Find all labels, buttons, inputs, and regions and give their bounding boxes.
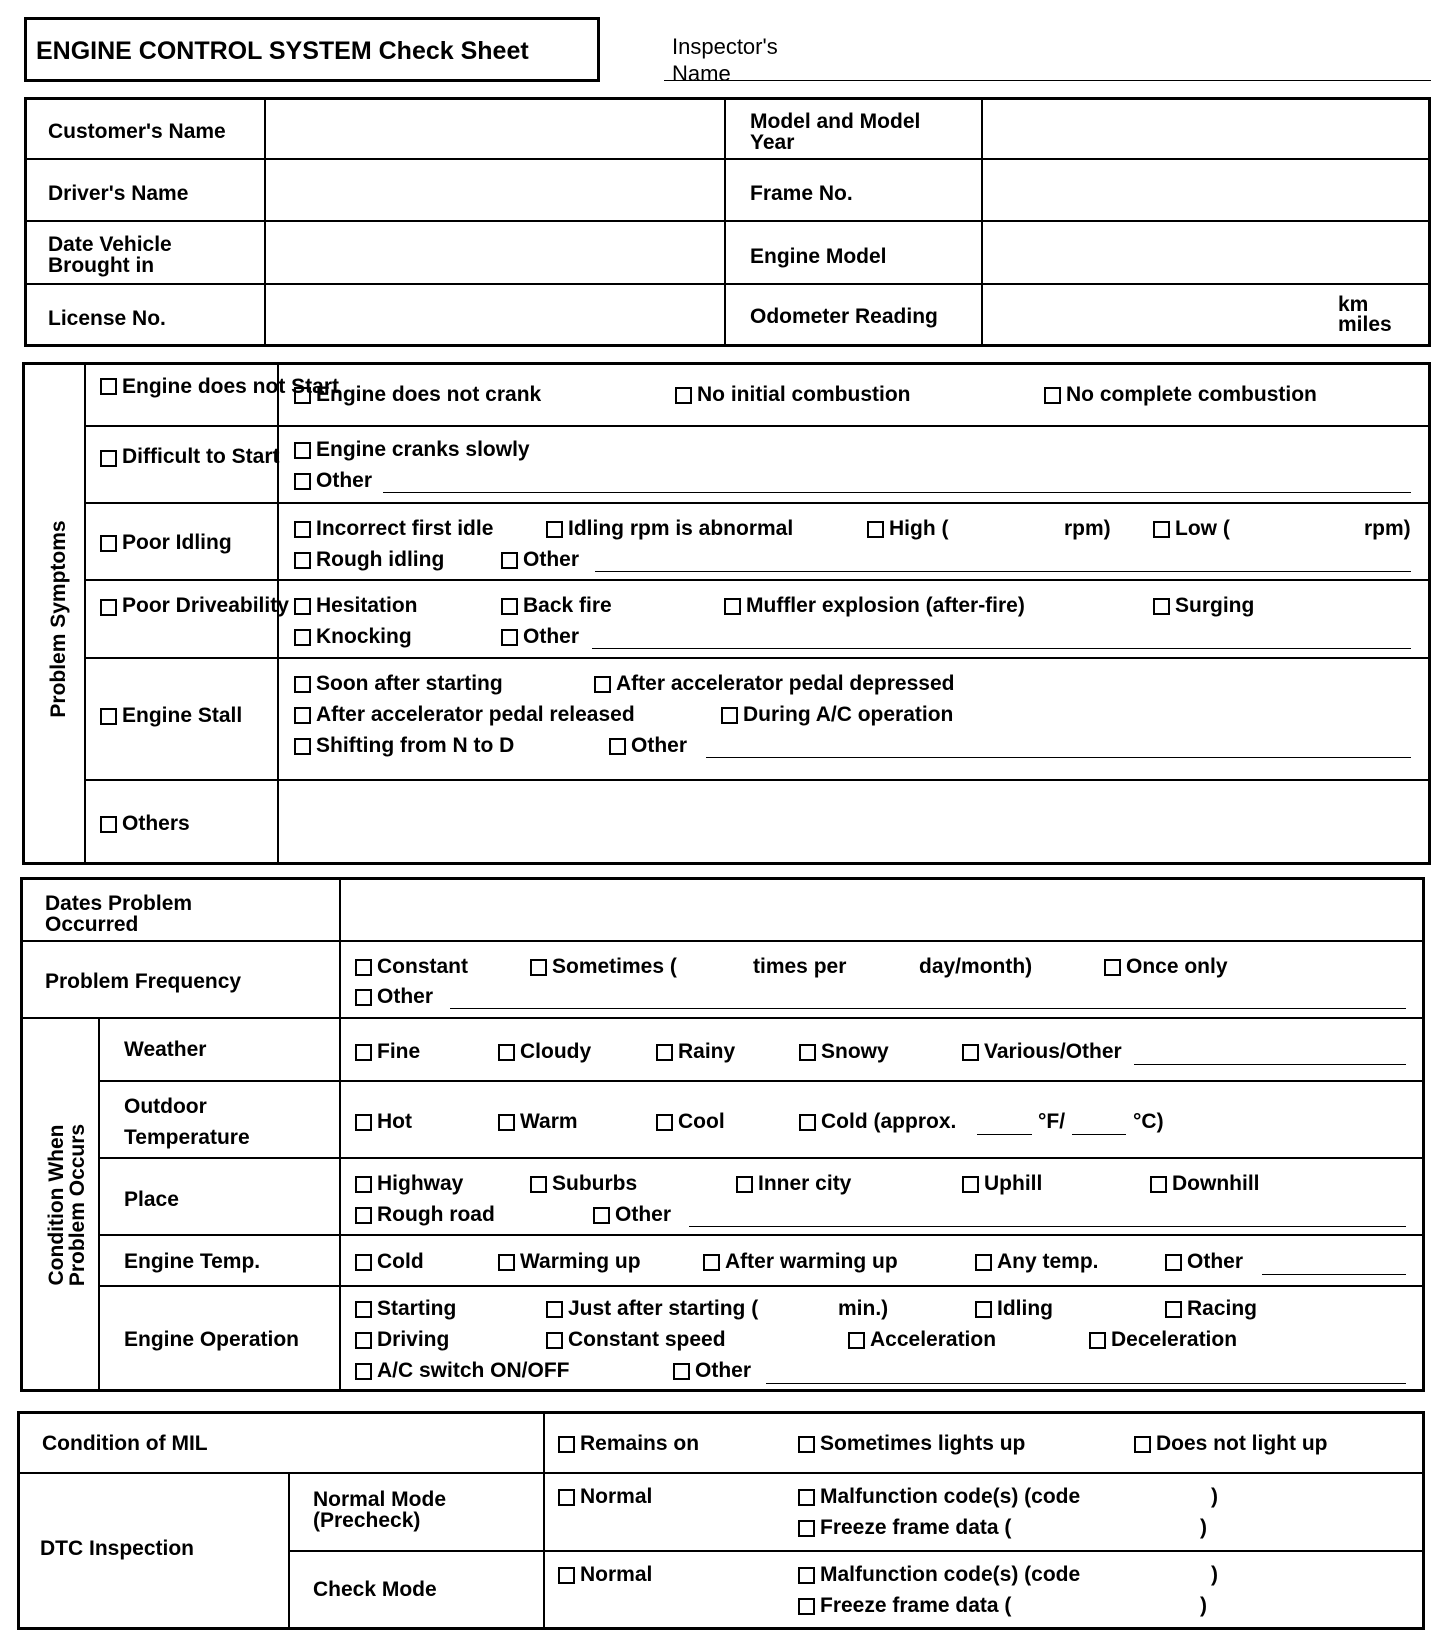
temp-c-line[interactable] xyxy=(1072,1134,1126,1135)
op-just-after-starting-option[interactable]: Just after starting ( xyxy=(546,1298,758,1320)
weather-label: Weather xyxy=(124,1038,207,1061)
place-inner-city-option[interactable]: Inner city xyxy=(736,1173,851,1195)
mil-does-not-light-option[interactable]: Does not light up xyxy=(1134,1433,1327,1455)
check-mode-malfunction-option[interactable]: Malfunction code(s) (code xyxy=(798,1564,1080,1586)
high-rpm-unit: rpm) xyxy=(1064,517,1111,540)
place-rough-road-option[interactable]: Rough road xyxy=(355,1204,495,1226)
normal-mode-malfunction-option[interactable]: Malfunction code(s) (code xyxy=(798,1486,1080,1508)
engine-temp-any-option[interactable]: Any temp. xyxy=(975,1251,1099,1273)
frequency-other-line[interactable] xyxy=(450,1008,1406,1009)
incorrect-first-idle-option[interactable]: Incorrect first idle xyxy=(294,518,493,540)
poor-idling-other-option[interactable]: Other xyxy=(501,549,579,571)
weather-snowy-option[interactable]: Snowy xyxy=(799,1041,889,1063)
place-highway-option[interactable]: Highway xyxy=(355,1173,463,1195)
difficult-start-checkbox[interactable]: Difficult to Start xyxy=(100,446,252,467)
weather-rainy-option[interactable]: Rainy xyxy=(656,1041,735,1063)
engine-temp-label: Engine Temp. xyxy=(124,1250,261,1273)
odometer-unit-km: km xyxy=(1338,293,1369,316)
weather-other-line[interactable] xyxy=(1134,1064,1406,1065)
op-starting-option[interactable]: Starting xyxy=(355,1298,456,1320)
page-title: ENGINE CONTROL SYSTEM Check Sheet xyxy=(36,37,529,65)
mil-sometimes-option[interactable]: Sometimes lights up xyxy=(798,1433,1025,1455)
precheck-label: (Precheck) xyxy=(313,1509,421,1532)
pedal-depressed-option[interactable]: After accelerator pedal depressed xyxy=(594,673,954,695)
idling-rpm-abnormal-option[interactable]: Idling rpm is abnormal xyxy=(546,518,793,540)
outdoor-label: Outdoor xyxy=(124,1095,207,1118)
difficult-start-other-option[interactable]: Other xyxy=(294,470,372,492)
constant-option[interactable]: Constant xyxy=(355,956,468,978)
license-no-field[interactable] xyxy=(266,285,722,345)
inspector-name-label: Inspector's Name xyxy=(672,34,778,86)
cranks-slowly-option[interactable]: Engine cranks slowly xyxy=(294,439,530,461)
temperature-label: Temperature xyxy=(124,1126,250,1149)
times-per-text: times per xyxy=(753,955,847,978)
low-rpm-unit: rpm) xyxy=(1364,517,1411,540)
poor-drive-other-option[interactable]: Other xyxy=(501,626,579,648)
weather-cloudy-option[interactable]: Cloudy xyxy=(498,1041,591,1063)
place-other-option[interactable]: Other xyxy=(593,1204,671,1226)
engine-model-field[interactable] xyxy=(983,222,1429,281)
temp-hot-option[interactable]: Hot xyxy=(355,1111,412,1133)
normal-mode-normal-option[interactable]: Normal xyxy=(558,1486,652,1508)
problem-symptoms-side-label: Problem Symptoms xyxy=(47,520,70,718)
weather-various-option[interactable]: Various/Other xyxy=(962,1041,1122,1063)
temp-warm-option[interactable]: Warm xyxy=(498,1111,578,1133)
engine-stall-other-line[interactable] xyxy=(706,757,1411,758)
temp-f-line[interactable] xyxy=(977,1134,1032,1135)
others-checkbox[interactable]: Others xyxy=(100,813,190,835)
during-ac-operation-option[interactable]: During A/C operation xyxy=(721,704,953,726)
dates-problem-field[interactable] xyxy=(342,880,1422,938)
check-mode-normal-option[interactable]: Normal xyxy=(558,1564,652,1586)
engine-temp-warming-up-option[interactable]: Warming up xyxy=(498,1251,641,1273)
driver-name-field[interactable] xyxy=(266,160,722,218)
op-constant-speed-option[interactable]: Constant speed xyxy=(546,1329,726,1351)
rough-idling-option[interactable]: Rough idling xyxy=(294,549,444,571)
check-mode-freeze-close: ) xyxy=(1200,1594,1207,1617)
engine-operation-label: Engine Operation xyxy=(124,1328,300,1351)
date-brought-in-label: Date Vehicle Brought in xyxy=(48,233,172,277)
engine-temp-after-warming-option[interactable]: After warming up xyxy=(703,1251,898,1273)
engine-temp-other-line[interactable] xyxy=(1262,1274,1406,1275)
engine-temp-cold-option[interactable]: Cold xyxy=(355,1251,424,1273)
engine-stall-checkbox[interactable]: Engine Stall xyxy=(100,705,242,727)
dates-problem-label: Dates Problem Occurred xyxy=(45,892,193,936)
dtc-inspection-label: DTC Inspection xyxy=(40,1537,195,1560)
no-complete-combustion-option[interactable]: No complete combustion xyxy=(1044,384,1317,406)
normal-mode-freeze-close: ) xyxy=(1200,1516,1207,1539)
knocking-option[interactable]: Knocking xyxy=(294,626,412,648)
poor-driveability-checkbox[interactable]: Poor Driveability xyxy=(100,595,252,616)
engine-stall-other-option[interactable]: Other xyxy=(609,735,687,757)
frame-no-field[interactable] xyxy=(983,160,1429,218)
no-initial-combustion-option[interactable]: No initial combustion xyxy=(675,384,911,406)
hesitation-option[interactable]: Hesitation xyxy=(294,595,418,617)
op-ac-switch-option[interactable]: A/C switch ON/OFF xyxy=(355,1360,570,1382)
pedal-released-option[interactable]: After accelerator pedal released xyxy=(294,704,635,726)
odometer-field[interactable] xyxy=(983,285,1323,345)
day-month-text: day/month) xyxy=(919,955,1033,978)
place-other-line[interactable] xyxy=(689,1226,1406,1227)
shifting-n-to-d-option[interactable]: Shifting from N to D xyxy=(294,735,514,757)
license-no-label: License No. xyxy=(48,307,166,330)
engine-not-start-checkbox[interactable]: Engine does not Start xyxy=(100,376,272,397)
place-suburbs-option[interactable]: Suburbs xyxy=(530,1173,637,1195)
model-year-label: Model and Model Year xyxy=(750,110,921,154)
condition-side-label-line1: Condition When xyxy=(45,1124,68,1286)
temp-cool-option[interactable]: Cool xyxy=(656,1111,725,1133)
odometer-label: Odometer Reading xyxy=(750,305,938,328)
model-year-field[interactable] xyxy=(983,99,1429,157)
weather-fine-option[interactable]: Fine xyxy=(355,1041,420,1063)
inspector-name-line[interactable] xyxy=(664,80,1431,81)
op-other-option[interactable]: Other xyxy=(673,1360,751,1382)
high-rpm-option[interactable]: High ( xyxy=(867,518,948,540)
sometimes-option[interactable]: Sometimes ( xyxy=(530,956,677,978)
place-uphill-option[interactable]: Uphill xyxy=(962,1173,1042,1195)
normal-mode-freeze-option[interactable]: Freeze frame data ( xyxy=(798,1517,1011,1539)
temp-unit-f: °F/ xyxy=(1038,1110,1066,1133)
condition-side-label-line2: Problem Occurs xyxy=(66,1123,89,1287)
op-min-text: min.) xyxy=(838,1297,889,1320)
surging-option[interactable]: Surging xyxy=(1153,595,1254,617)
low-rpm-option[interactable]: Low ( xyxy=(1153,518,1230,540)
back-fire-option[interactable]: Back fire xyxy=(501,595,612,617)
op-driving-option[interactable]: Driving xyxy=(355,1329,449,1351)
op-acceleration-option[interactable]: Acceleration xyxy=(848,1329,996,1351)
engine-model-label: Engine Model xyxy=(750,245,887,268)
temp-cold-option[interactable]: Cold (approx. xyxy=(799,1111,956,1133)
frequency-other-option[interactable]: Other xyxy=(355,986,433,1008)
normal-mode-label: Normal Mode xyxy=(313,1488,447,1511)
mil-label: Condition of MIL xyxy=(42,1432,208,1455)
problem-frequency-label: Problem Frequency xyxy=(45,970,242,993)
customer-name-label: Customer's Name xyxy=(48,120,226,143)
soon-after-starting-option[interactable]: Soon after starting xyxy=(294,673,503,695)
engine-not-crank-option[interactable]: Engine does not crank xyxy=(294,384,541,406)
poor-drive-other-line[interactable] xyxy=(592,648,1411,649)
place-label: Place xyxy=(124,1188,179,1211)
checkbox-square[interactable] xyxy=(100,378,117,395)
customer-name-field[interactable] xyxy=(266,99,722,157)
difficult-start-other-line[interactable] xyxy=(383,492,1411,493)
poor-idling-checkbox[interactable]: Poor Idling xyxy=(100,532,232,554)
date-brought-in-field[interactable] xyxy=(266,222,722,281)
check-mode-malfunction-close: ) xyxy=(1211,1563,1218,1586)
engine-temp-other-option[interactable]: Other xyxy=(1165,1251,1243,1273)
op-racing-option[interactable]: Racing xyxy=(1165,1298,1257,1320)
frame-no-label: Frame No. xyxy=(750,182,853,205)
others-field[interactable] xyxy=(280,782,1428,862)
once-only-option[interactable]: Once only xyxy=(1104,956,1228,978)
op-other-line[interactable] xyxy=(766,1383,1406,1384)
op-idling-option[interactable]: Idling xyxy=(975,1298,1053,1320)
normal-mode-malfunction-close: ) xyxy=(1211,1485,1218,1508)
check-mode-freeze-option[interactable]: Freeze frame data ( xyxy=(798,1595,1011,1617)
op-deceleration-option[interactable]: Deceleration xyxy=(1089,1329,1237,1351)
check-mode-label: Check Mode xyxy=(313,1578,437,1601)
poor-idling-other-line[interactable] xyxy=(595,571,1411,572)
odometer-unit-miles: miles xyxy=(1338,313,1392,336)
place-downhill-option[interactable]: Downhill xyxy=(1150,1173,1260,1195)
temp-unit-c: °C) xyxy=(1133,1110,1164,1133)
mil-remains-on-option[interactable]: Remains on xyxy=(558,1433,699,1455)
driver-name-label: Driver's Name xyxy=(48,182,189,205)
muffler-explosion-option[interactable]: Muffler explosion (after-fire) xyxy=(724,595,1025,617)
